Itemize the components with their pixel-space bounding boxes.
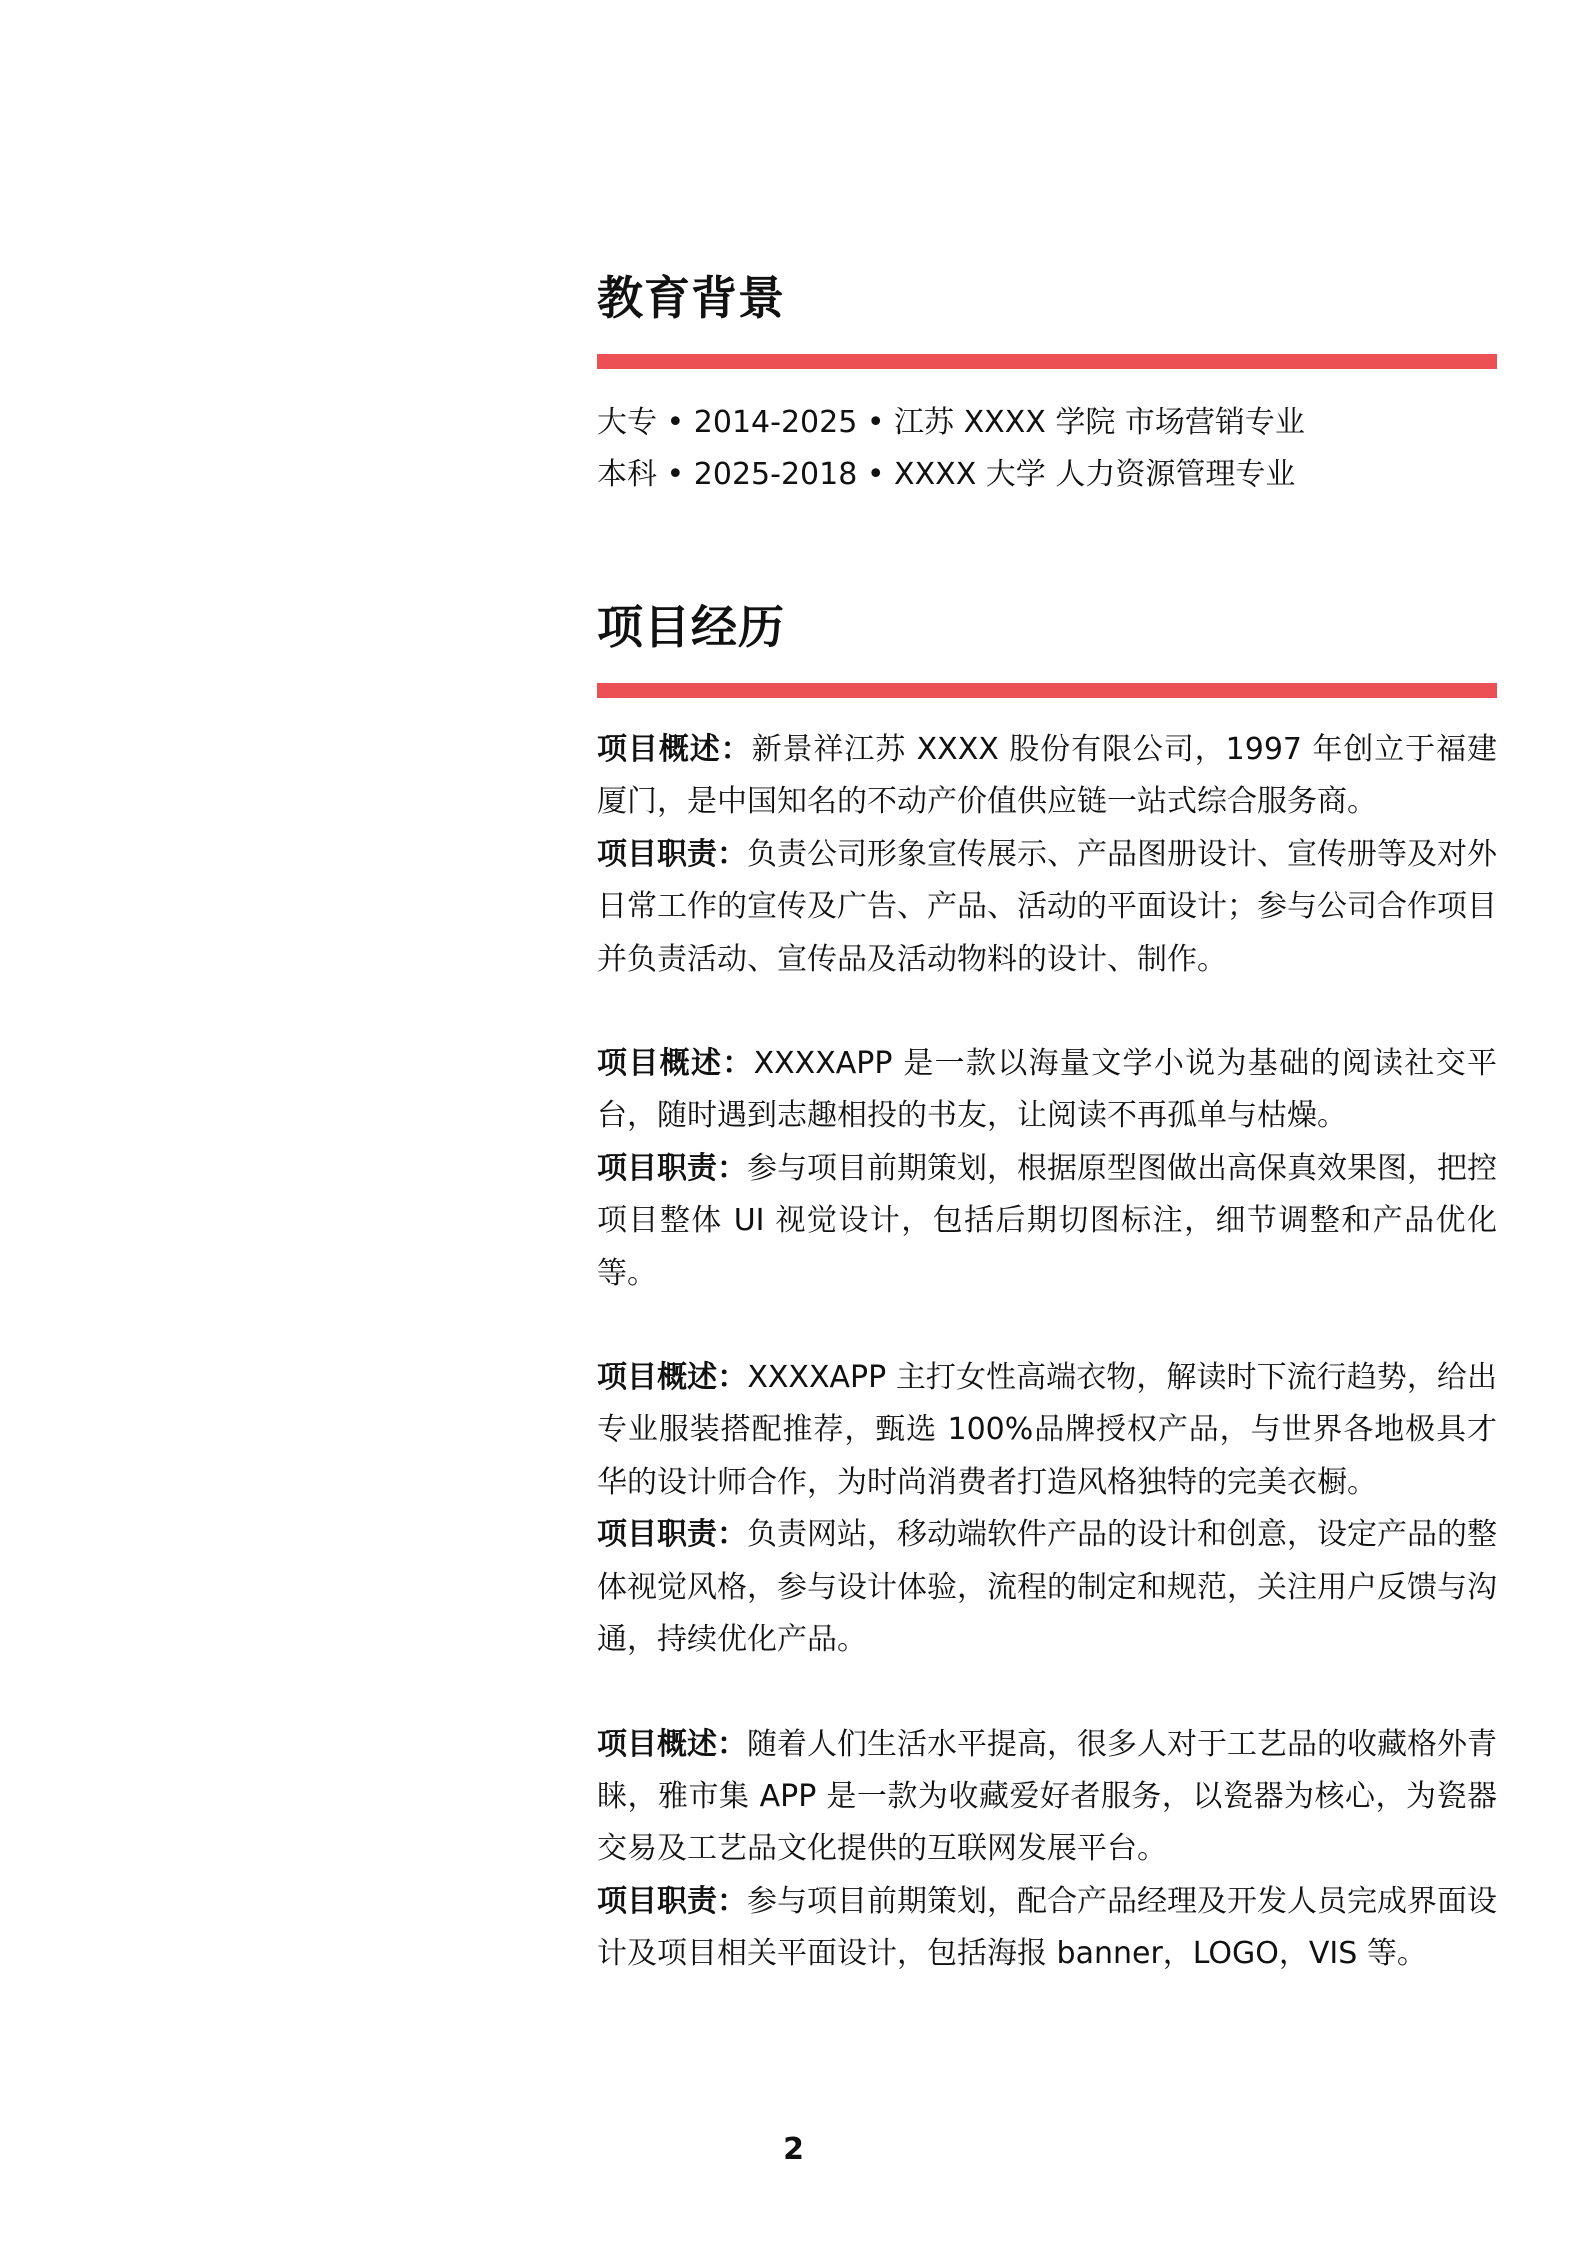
project-item [597,1719,1497,1981]
overview-label: 项目概述： [597,1046,754,1082]
project-item [597,724,1497,986]
project-duty [597,1143,1497,1300]
duty-label: 项目职责： [597,1883,747,1919]
section-title-education: 教育背景 [597,271,785,325]
project-overview [597,1038,1497,1143]
duty-label: 项目职责： [597,836,747,872]
section-divider [597,354,1497,369]
duty-text: 参与项目前期策划，根据原型图做出高保真效果图，把控项目整体 UI 视觉设计，包括后期切图标注，细节调整和产品优化等。 [597,1150,1497,1291]
education-entry: 大专 • 2014-2025 • 江苏 XXXX 学院 市场营销专业 [597,405,1305,440]
overview-label: 项目概述： [597,1726,747,1762]
project-overview [597,1352,1497,1509]
duty-text: 参与项目前期策划，配合产品经理及开发人员完成界面设计及项目相关平面设计，包括海报 banner，LOGO，VIS 等。 [597,1883,1497,1972]
overview-label: 项目概述： [597,1360,748,1396]
education-section [597,262,1497,501]
project-duty [597,829,1497,986]
overview-text: 新景祥江苏 XXXX 股份有限公司，1997 年创立于福建厦门，是中国知名的不动产价值供应链一站式综合服务商。 [597,732,1498,820]
duty-text: 负责公司形象宣传展示、产品图册设计、宣传册等及对外日常工作的宣传及广告、产品、活动的平面设计；参与公司合作项目并负责活动、宣传品及活动物料的设计、制作。 [597,836,1497,977]
duty-label: 项目职责： [597,1150,747,1186]
duty-label: 项目职责： [597,1517,747,1553]
project-overview [597,724,1497,829]
overview-label: 项目概述： [597,732,752,767]
page-number: 2 [783,2132,804,2167]
resume-content [597,262,1497,2033]
project-duty [597,1509,1497,1666]
project-overview [597,1719,1497,1876]
projects-section [597,591,1497,1981]
duty-text: 负责网站，移动端软件产品的设计和创意，设定产品的整体视觉风格，参与设计体验，流程的制定和规范，关注用户反馈与沟通，持续优化产品。 [597,1517,1497,1658]
project-duty [597,1876,1497,1981]
section-divider [597,683,1497,698]
education-list [597,397,1497,501]
project-list [597,724,1497,1981]
education-entry: 本科 • 2025-2018 • XXXX 大学 人力资源管理专业 [597,457,1296,492]
project-item [597,1038,1497,1300]
section-title-projects: 项目经历 [597,600,785,654]
overview-text: XXXXAPP 主打女性高端衣物，解读时下流行趋势，给出专业服装搭配推荐，甄选 100%品牌授权产品，与世界各地极具才华的设计师合作，为时尚消费者打造风格独特的完美衣橱。 [597,1360,1497,1500]
overview-text: 随着人们生活水平提高，很多人对于工艺品的收藏格外青睐，雅市集 APP 是一款为收藏爱好者服务，以瓷器为核心，为瓷器交易及工艺品文化提供的互联网发展平台。 [597,1726,1497,1867]
project-item [597,1352,1497,1666]
overview-text: XXXXAPP 是一款以海量文学小说为基础的阅读社交平台，随时遇到志趣相投的书友，让阅读不再孤单与枯燥。 [597,1046,1497,1134]
